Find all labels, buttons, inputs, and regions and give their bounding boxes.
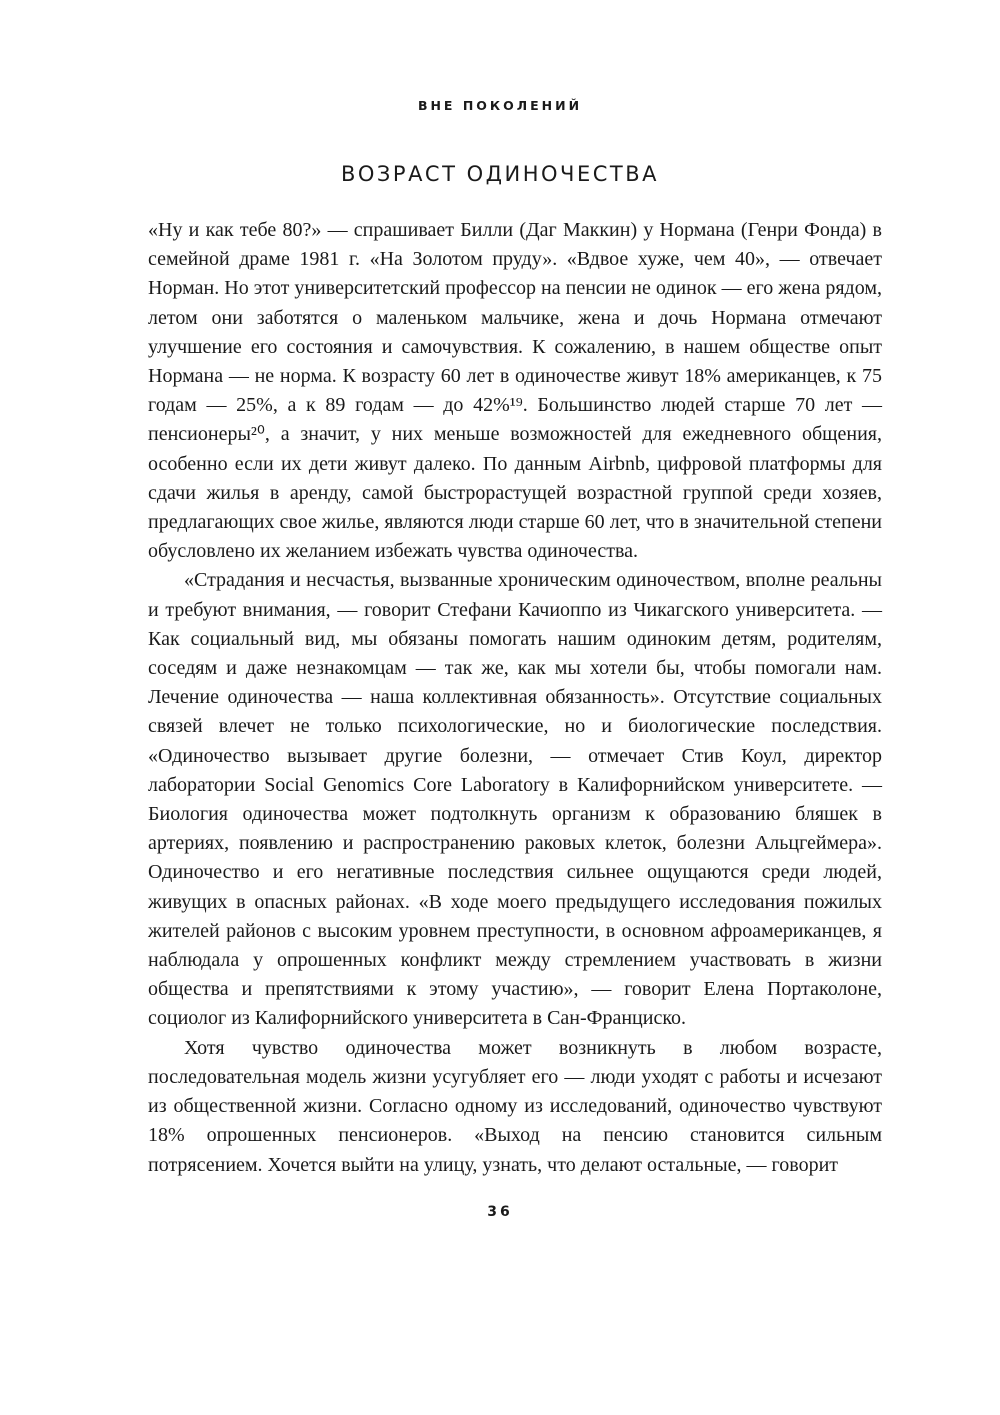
body-text [148, 216, 882, 1180]
running-head: ВНЕ ПОКОЛЕНИЙ [417, 98, 583, 113]
page-number: 36 [487, 1204, 513, 1220]
paragraph-2: «Страдания и несчастья, вызванные хроническим одиночеством, вполне реальны и требуют внимания, — говорит Стефани Качиоппо из Чикагского университета. — Как социальный вид, мы обязаны помогать нашим одиноким детям, родителям, соседям и даже незнакомцам — так же, как мы хотели бы, чтобы помогали нам. Лечение одиночества — наша коллективная обязанность». Отсутствие социальных связей влечет не только психологические, но и биологические последствия. «Одиночество вызывает другие болезни, — отмечает Стив Коул, директор лаборатории Social Genomics Core Laboratory в Калифорнийском университете. — Биология одиночества может подтолкнуть организм к образованию бляшек в артериях, появлению и распространению раковых клеток, болезни Альцгеймера». Одиночество и его негативные последствия сильнее ощущаются среди людей, живущих в опасных районах. «В ходе моего предыдущего исследования пожилых жителей районов с высоким уровнем преступности, в основном афроамериканцев, я наблюдала у опрошенных конфликт между стремлением участвовать в жизни общества и препятствиями к этому участию», — говорит Елена Портаколоне, социолог из Калифорнийского университета в Сан-Франциско. [148, 569, 882, 1030]
paragraph-1: «Ну и как тебе 80?» — спрашивает Билли (Даг Маккин) у Нормана (Генри Фонда) в семейной драме 1981 г. «На Золотом пруду». «Вдвое хуже, чем 40», — отвечает Норман. Но этот университетский профессор на пенсии не одинок — его жена рядом, летом они заботятся о маленьком мальчике, жена и дочь Нормана отмечают улучшение его состояния и самочувствия. К сожалению, в нашем обществе опыт Нормана — не норма. К возрасту 60 лет в одиночестве живут 18% американцев, к 75 годам — 25%, а к 89 годам — до 42%¹⁹. Большинство людей старше 70 лет — пенсионеры²⁰, а значит, у них меньше возможностей для ежедневного общения, особенно если их дети живут далеко. По данным Airbnb, цифровой платформы для сдачи жилья в аренду, самой быстрорастущей возрастной группой среди хозяев, предлагающих свое жилье, являются люди старше 60 лет, что в значительной степени обусловлено их желанием избежать чувства одиночества. [148, 219, 882, 563]
chapter-title: ВОЗРАСТ ОДИНОЧЕСТВА [341, 162, 659, 186]
paragraph-3: Хотя чувство одиночества может возникнуть в любом возрасте, последовательная модель жизни усугубляет его — люди уходят с работы и исчезают из общественной жизни. Согласно одному из исследований, одиночество чувствуют 18% опрошенных пенсионеров. «Выход на пенсию становится сильным потрясением. Хочется выйти на улицу, узнать, что делают остальные, — говорит [148, 1036, 882, 1176]
